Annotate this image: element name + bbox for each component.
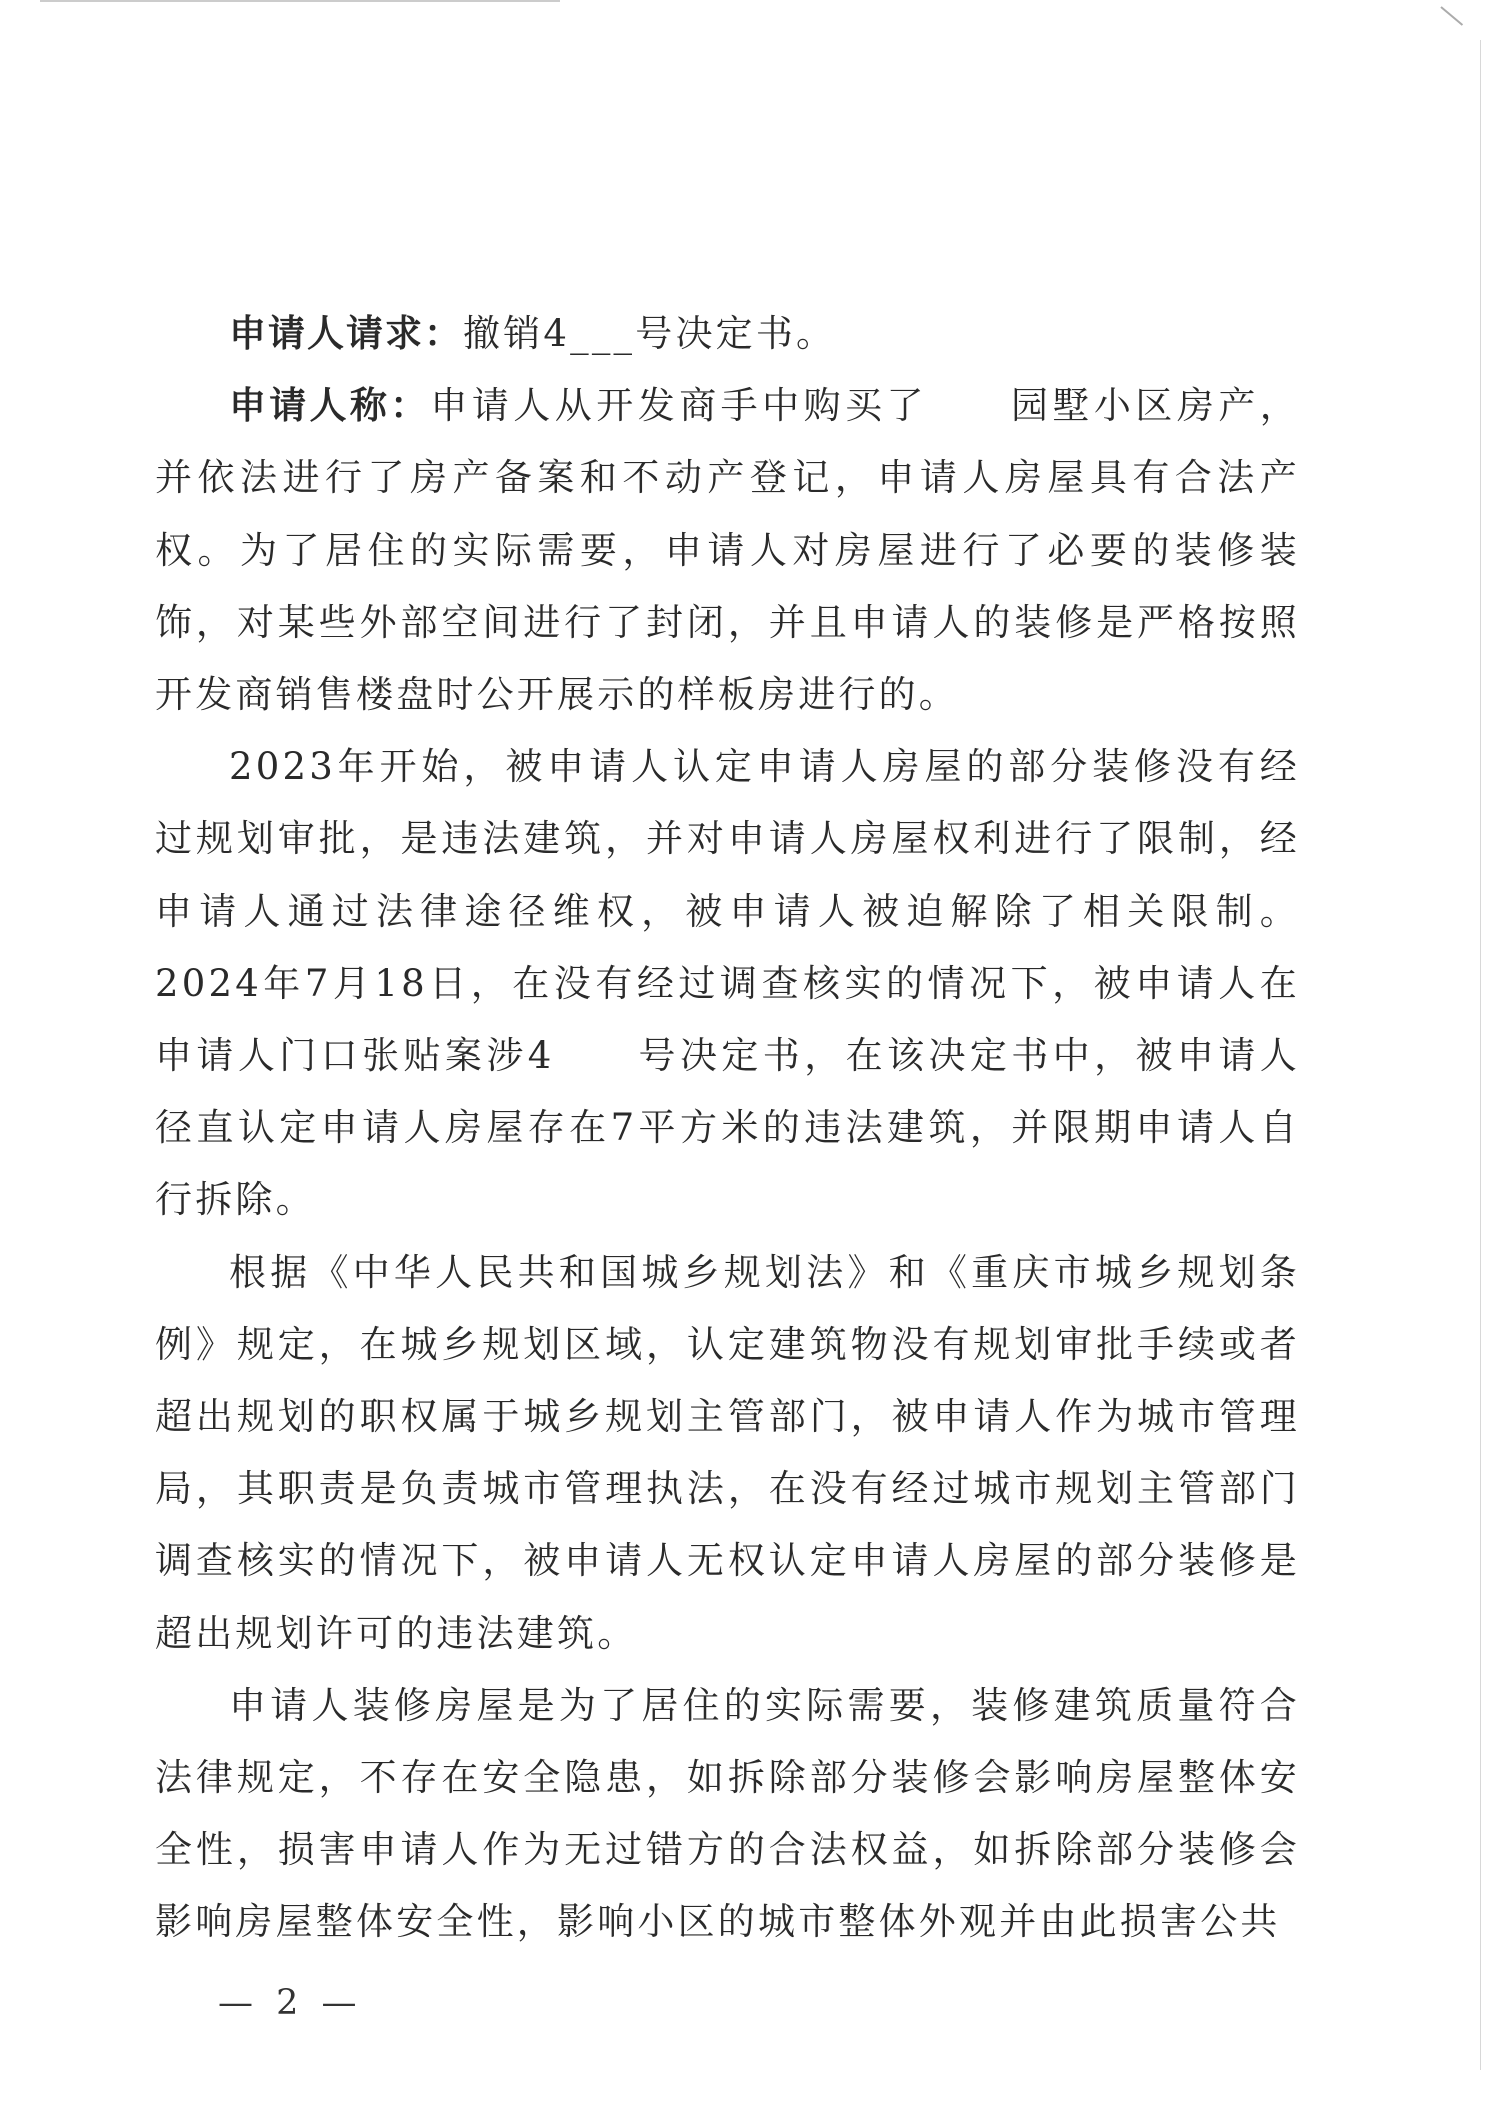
paragraph-legal-basis xyxy=(155,1237,1300,1670)
paragraph-lead: 申请人称： xyxy=(229,384,431,428)
document-body xyxy=(155,298,1300,1959)
paragraph-safety xyxy=(155,1670,1300,1959)
paragraph-text: 2023年开始，被申请人认定申请人房屋的部分装修没有经过规划审批，是违法建筑，并对申请人房屋权利进行了限制，经申请人通过法律途径维权，被申请人被迫解除了相关限制。2024年7月18日，在没有经过调查核实的情况下，被申请人在申请人门口张贴案涉4 号决定书，在该决定书中，被申请人径直认定申请人房屋存在7平方米的违法建筑，并限期申请人自行拆除。 xyxy=(155,745,1300,1222)
scan-edge-top xyxy=(40,0,560,2)
paragraph-text: 根据《中华人民共和国城乡规划法》和《重庆市城乡规划条例》规定，在城乡规划区域，认定建筑物没有规划审批手续或者超出规划的职权属于城乡规划主管部门，被申请人作为城市管理局，其职责是负责城市管理执法，在没有经过城市规划主管部门调查核实的情况下，被申请人无权认定申请人房屋的部分装修是超出规划许可的违法建筑。 xyxy=(155,1250,1300,1655)
paragraph-text: 申请人从开发商手中购买了 园墅小区房产，并依法进行了房产备案和不动产登记，申请人房屋具有合法产权。为了居住的实际需要，申请人对房屋进行了必要的装修装饰，对某些外部空间进行了封闭，并且申请人的装修是严格按照开发商销售楼盘时公开展示的样板房进行的。 xyxy=(155,384,1300,717)
paragraph-text: 申请人装修房屋是为了居住的实际需要，装修建筑质量符合法律规定，不存在安全隐患，如拆除部分装修会影响房屋整体安全性，损害申请人作为无过错方的合法权益，如拆除部分装修会影响房屋整体安全性，影响小区的城市整体外观并由此损害公共 xyxy=(155,1683,1300,1944)
paragraph-lead: 申请人请求： xyxy=(229,312,463,355)
page-number: — 2 — xyxy=(218,1983,363,2023)
paragraph-text: 撤销4___号决定书。 xyxy=(463,312,837,355)
scan-corner-mark xyxy=(1440,6,1463,26)
scan-edge-right xyxy=(1480,40,1481,2070)
paragraph-claim xyxy=(155,370,1300,731)
paragraph-request xyxy=(155,298,1300,370)
paragraph-facts xyxy=(155,731,1300,1236)
